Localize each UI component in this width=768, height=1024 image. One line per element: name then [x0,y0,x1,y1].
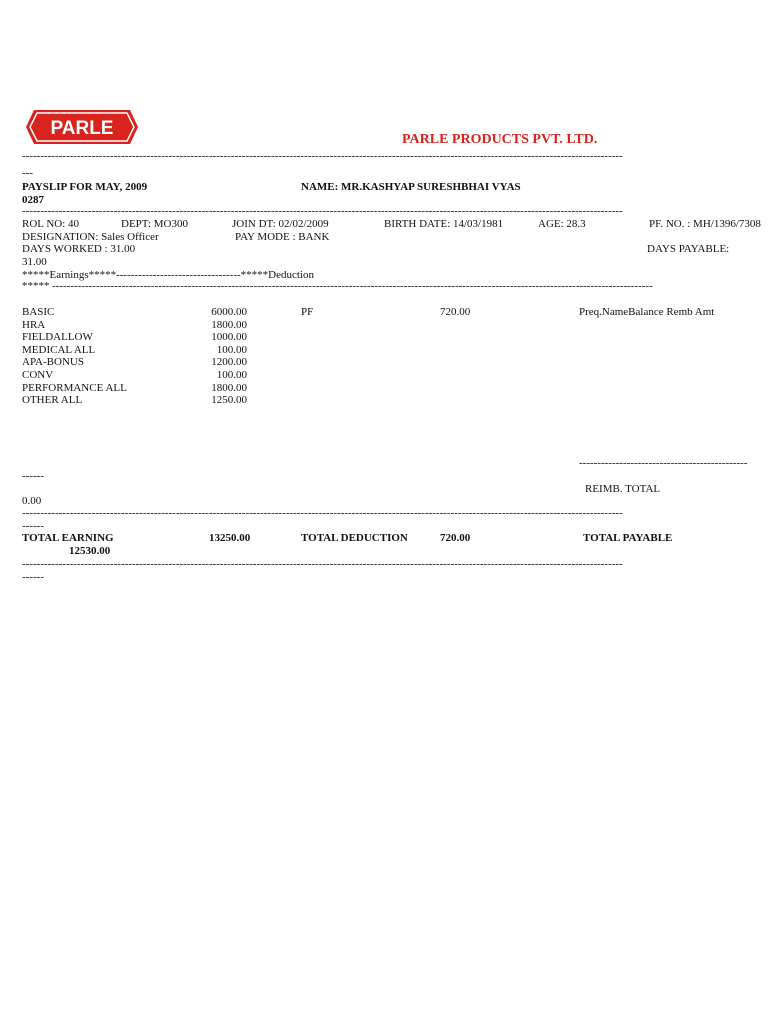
earning-amount: 1250.00 [211,394,247,406]
reimb-total-label: REIMB. TOTAL [585,483,661,495]
deduction-amount: 720.00 [440,306,471,318]
days-worked: DAYS WORKED : 31.00 [22,243,136,255]
pay-mode: PAY MODE : BANK [235,231,330,243]
employee-name: NAME: MR.KASHYAP SURESHBHAI VYAS [301,181,521,193]
rol-no: ROL NO: 40 [22,218,80,230]
total-payable-value: 12530.00 [69,545,111,557]
designation: DESIGNATION: Sales Officer [22,231,159,243]
age: AGE: 28.3 [538,218,586,230]
total-earning-label: TOTAL EARNING [22,532,114,544]
pf-number: PF. NO. : MH/1396/7308 [649,218,761,230]
department: DEPT: MO300 [121,218,188,230]
earning-amount: 1000.00 [211,331,247,343]
earning-amount: 1800.00 [211,382,247,394]
earning-amount: 1800.00 [211,319,247,331]
separator-line: -------------------------------------------------------------------------------------------------------------------------------------------------------------------- [22,507,623,519]
earning-amount: 100.00 [216,344,247,356]
reimb-separator: ---------------------------------------------- [579,457,748,469]
separator-short: --- [22,167,33,179]
employee-code: 0287 [22,194,44,206]
earning-label: CONV [22,369,54,381]
separator-line: -------------------------------------------------------------------------------------------------------------------------------------------------------------------- [22,150,623,162]
parle-logo [26,108,138,146]
earning-label: MEDICAL ALL [22,344,96,356]
total-deduction-label: TOTAL DEDUCTION [301,532,408,544]
days-payable-label: DAYS PAYABLE: [647,243,730,255]
earning-label: HRA [22,319,46,331]
earnings-deduction-header: *****Earnings*****----------------------------------*****Deduction [22,269,314,281]
payslip-period: PAYSLIP FOR MAY, 2009 [22,181,148,193]
logo-text: PARLE [50,118,114,139]
earning-label: PERFORMANCE ALL [22,382,127,394]
days-payable-value: 31.00 [22,256,47,268]
separator-small: ------ [22,470,44,482]
separator-line: -------------------------------------------------------------------------------------------------------------------------------------------------------------------- [22,205,623,217]
total-payable-label: TOTAL PAYABLE [583,532,673,544]
join-date: JOIN DT: 02/02/2009 [232,218,329,230]
company-name: PARLE PRODUCTS PVT. LTD. [402,132,598,147]
total-deduction-value: 720.00 [440,532,471,544]
total-earning-value: 13250.00 [209,532,251,544]
earning-label: BASIC [22,306,55,318]
deduction-label: PF [301,306,314,318]
stars-marker: ***** [22,280,50,292]
reimb-total-value: 0.00 [22,495,42,507]
separator-line: -------------------------------------------------------------------------------------------------------------------------------------------------------------------- [52,280,653,292]
earning-amount: 100.00 [216,369,247,381]
earning-amount: 1200.00 [211,356,247,368]
earning-label: FIELDALLOW [22,331,93,343]
earning-label: OTHER ALL [22,394,83,406]
reimb-header: Preq.NameBalance Remb Amt [579,306,715,318]
separator-line: -------------------------------------------------------------------------------------------------------------------------------------------------------------------- [22,558,623,570]
earning-label: APA-BONUS [22,356,84,368]
birth-date: BIRTH DATE: 14/03/1981 [384,218,504,230]
earning-amount: 6000.00 [211,306,247,318]
separator-small: ------ [22,520,44,532]
separator-small: ------ [22,571,44,583]
